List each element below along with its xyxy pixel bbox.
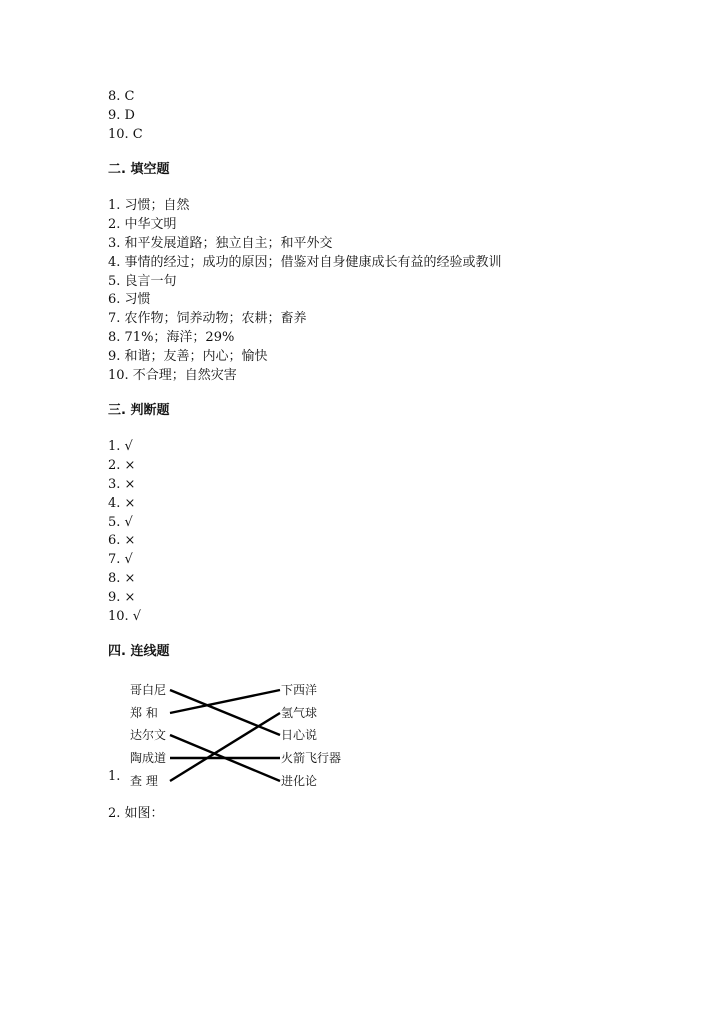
judgment-answer-7: 7. √ xyxy=(108,552,133,567)
choice-answer-10: 10. C xyxy=(108,127,143,142)
fill-blank-answer-8: 8. 71%；海洋；29% xyxy=(108,330,235,345)
right-item-3: 日心说 xyxy=(281,728,318,742)
right-item-5: 进化论 xyxy=(281,774,318,788)
match-line-1 xyxy=(170,690,280,735)
matching-item-1-label: 1. xyxy=(108,769,121,784)
left-item-1: 哥白尼 xyxy=(130,683,167,697)
section-matching-title: 四. 连线题 xyxy=(108,644,170,659)
fill-blank-answer-3: 3. 和平发展道路；独立自主；和平外交 xyxy=(108,236,333,251)
right-item-2: 氢气球 xyxy=(281,706,318,720)
matching-diagram xyxy=(100,676,360,796)
fill-blank-answer-10: 10. 不合理；自然灾害 xyxy=(108,368,237,383)
right-item-1: 下西洋 xyxy=(281,683,318,697)
left-item-5: 查 理 xyxy=(130,774,158,788)
fill-blank-answer-1: 1. 习惯；自然 xyxy=(108,198,190,213)
judgment-answer-8: 8. × xyxy=(108,571,136,586)
fill-blank-answer-5: 5. 良言一句 xyxy=(108,274,177,289)
fill-blank-answer-2: 2. 中华文明 xyxy=(108,217,177,232)
fill-blank-answer-9: 9. 和谐；友善；内心；愉快 xyxy=(108,349,268,364)
section-judgment-title: 三. 判断题 xyxy=(108,403,170,418)
judgment-answer-4: 4. × xyxy=(108,496,136,511)
left-item-2: 郑 和 xyxy=(130,706,158,720)
choice-answer-8: 8. C xyxy=(108,89,135,104)
match-line-2 xyxy=(170,690,280,713)
section-fill-blank-title: 二. 填空题 xyxy=(108,162,170,177)
match-line-5 xyxy=(170,713,280,781)
choice-answer-9: 9. D xyxy=(108,108,135,123)
fill-blank-answer-7: 7. 农作物；饲养动物；农耕；畜养 xyxy=(108,311,307,326)
right-item-4: 火箭飞行器 xyxy=(281,751,342,765)
left-item-3: 达尔文 xyxy=(130,728,167,742)
judgment-answer-1: 1. √ xyxy=(108,439,133,454)
left-item-4: 陶成道 xyxy=(130,751,167,765)
judgment-answer-9: 9. × xyxy=(108,590,136,605)
fill-blank-answer-6: 6. 习惯 xyxy=(108,292,151,307)
judgment-answer-3: 3. × xyxy=(108,477,136,492)
judgment-answer-6: 6. × xyxy=(108,533,136,548)
matching-answer-2: 2. 如图： xyxy=(108,806,164,821)
judgment-answer-2: 2. × xyxy=(108,458,136,473)
fill-blank-answer-4: 4. 事情的经过；成功的原因；借鉴对自身健康成长有益的经验或教训 xyxy=(108,255,502,270)
judgment-answer-5: 5. √ xyxy=(108,515,133,530)
judgment-answer-10: 10. √ xyxy=(108,609,142,624)
